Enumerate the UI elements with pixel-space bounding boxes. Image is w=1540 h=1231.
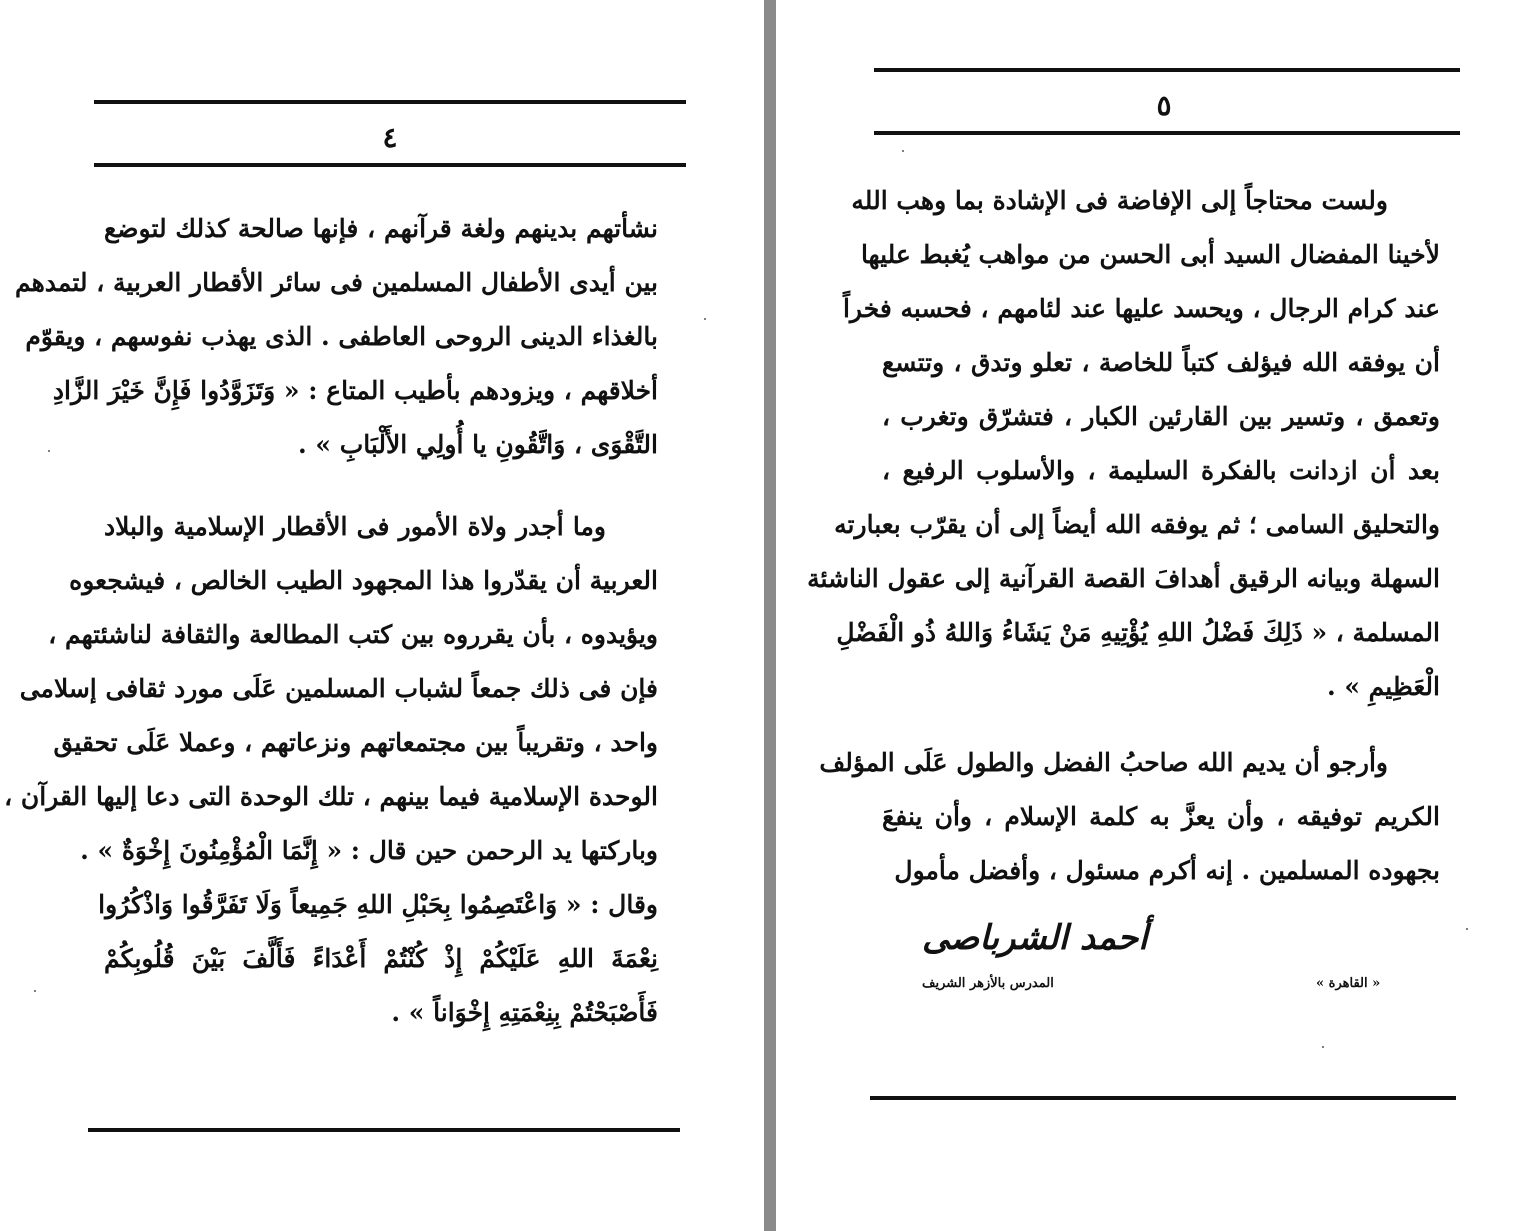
text-line: ويؤيدوه ، بأن يقرروه بين كتب المطالعة والثقافة لناشئتهم ، <box>48 620 658 649</box>
paper-speck <box>1322 1046 1324 1048</box>
text-line: بعد أن ازدانت بالفكرة السليمة ، والأسلوب الرفيع ، <box>882 456 1440 485</box>
text-line: فإن فى ذلك جمعاً لشباب المسلمين عَلَى مورد ثقافى إسلامى <box>19 674 658 703</box>
text-line: بجهوده المسلمين . إنه أكرم مسئول ، وأفضل مأمول <box>894 856 1440 885</box>
left-header-rule <box>94 163 686 167</box>
left-page-number: ٤ <box>382 121 398 154</box>
author-signature: أحمد الشرباصى <box>922 918 1148 958</box>
text-line: وباركتها يد الرحمن حين قال : « إِنَّمَا الْمُؤْمِنُونَ إِخْوَةٌ » . <box>80 836 658 865</box>
text-line: وقال : « وَاعْتَصِمُوا بِحَبْلِ اللهِ جَمِيعاً وَلَا تَفَرَّقُوا وَاذْكُرُوا <box>98 890 658 919</box>
text-line: عند كرام الرجال ، ويحسد عليها عند لئامهم ، فحسبه فخراً <box>842 294 1440 323</box>
text-line: الوحدة الإسلامية فيما بينهم ، تلك الوحدة التى دعا إليها القرآن ، <box>4 782 658 811</box>
paper-speck <box>704 318 706 320</box>
paper-speck <box>1466 928 1468 930</box>
right-header-rule <box>874 131 1460 135</box>
paper-speck <box>902 150 904 152</box>
text-line: ولست محتاجاً إلى الإفاضة فى الإشادة بما وهب الله <box>851 186 1388 215</box>
text-line: المسلمة ، « ذَلِكَ فَضْلُ اللهِ يُؤْتِيهِ مَنْ يَشَاءُ وَاللهُ ذُو الْفَضْلِ <box>836 618 1440 647</box>
text-line: السهلة وبيانه الرقيق أهدافَ القصة القرآنية إلى عقول الناشئة <box>807 564 1440 593</box>
place-label: « القاهرة » <box>1316 976 1381 991</box>
text-line: التَّقْوَى ، وَاتَّقُونِ يا أُولِي الأَلْبَابِ » . <box>297 430 658 459</box>
left-paragraph-1 <box>14 202 658 472</box>
left-top-rule <box>94 100 686 104</box>
right-paragraph-1 <box>807 174 1440 714</box>
right-bottom-rule <box>870 1096 1456 1100</box>
text-line: أن يوفقه الله فيؤلف كتباً للخاصة ، تعلو وتدق ، وتتسع <box>882 348 1440 377</box>
right-paragraph-2 <box>819 736 1440 898</box>
text-line: وما أجدر ولاة الأمور فى الأقطار الإسلامية والبلاد <box>104 512 606 541</box>
text-line: وتعمق ، وتسير بين القارئين الكبار ، فتشرّق وتغرب ، <box>882 402 1440 431</box>
text-line: لأخينا المفضال السيد أبى الحسن من مواهب يُغبط عليها <box>860 240 1440 269</box>
text-line: الكريم توفيقه ، وأن يعزَّ به كلمة الإسلام ، وأن ينفعَ <box>882 802 1440 831</box>
text-line: العربية أن يقدّروا هذا المجهود الطيب الخالص ، فيشجعوه <box>69 566 658 595</box>
right-page <box>776 0 1540 1231</box>
text-line: فَأَصْبَحْتُمْ بِنِعْمَتِهِ إِخْوَاناً » . <box>391 998 658 1027</box>
text-line: بين أيدى الأطفال المسلمين فى سائر الأقطار العربية ، لتمدهم <box>14 268 658 297</box>
text-line: أخلاقهم ، ويزودهم بأطيب المتاع : « وَتَزَوَّدُوا فَإِنَّ خَيْرَ الزَّادِ <box>52 376 658 405</box>
paper-speck <box>48 450 50 452</box>
text-line: بالغذاء الدينى الروحى العاطفى . الذى يهذب نفوسهم ، ويقوّم <box>25 322 658 351</box>
text-line: والتحليق السامى ؛ ثم يوفقه الله أيضاً إلى أن يقرّب بعبارته <box>834 510 1440 539</box>
text-line: نِعْمَةَ اللهِ عَلَيْكُمْ إِذْ كُنْتُمْ أَعْدَاءً فَأَلَّفَ بَيْنَ قُلُوبِكُمْ <box>104 944 658 973</box>
left-page <box>0 0 764 1231</box>
text-line: الْعَظِيمِ » . <box>1326 672 1440 701</box>
left-bottom-rule <box>88 1128 680 1132</box>
text-line: واحد ، وتقريباً بين مجتمعاتهم ونزعاتهم ، وعملا عَلَى تحقيق <box>53 728 658 757</box>
right-top-rule <box>874 68 1460 72</box>
left-paragraph-2 <box>4 500 658 1040</box>
book-gutter <box>764 0 776 1231</box>
text-line: نشأتهم بدينهم ولغة قرآنهم ، فإنها صالحة كذلك لتوضع <box>104 214 658 243</box>
right-page-number: ٥ <box>1156 89 1172 122</box>
author-title: المدرس بالأزهر الشريف <box>922 976 1054 991</box>
text-line: وأرجو أن يديم الله صاحبُ الفضل والطول عَلَى المؤلف <box>819 748 1388 777</box>
paper-speck <box>34 990 36 992</box>
